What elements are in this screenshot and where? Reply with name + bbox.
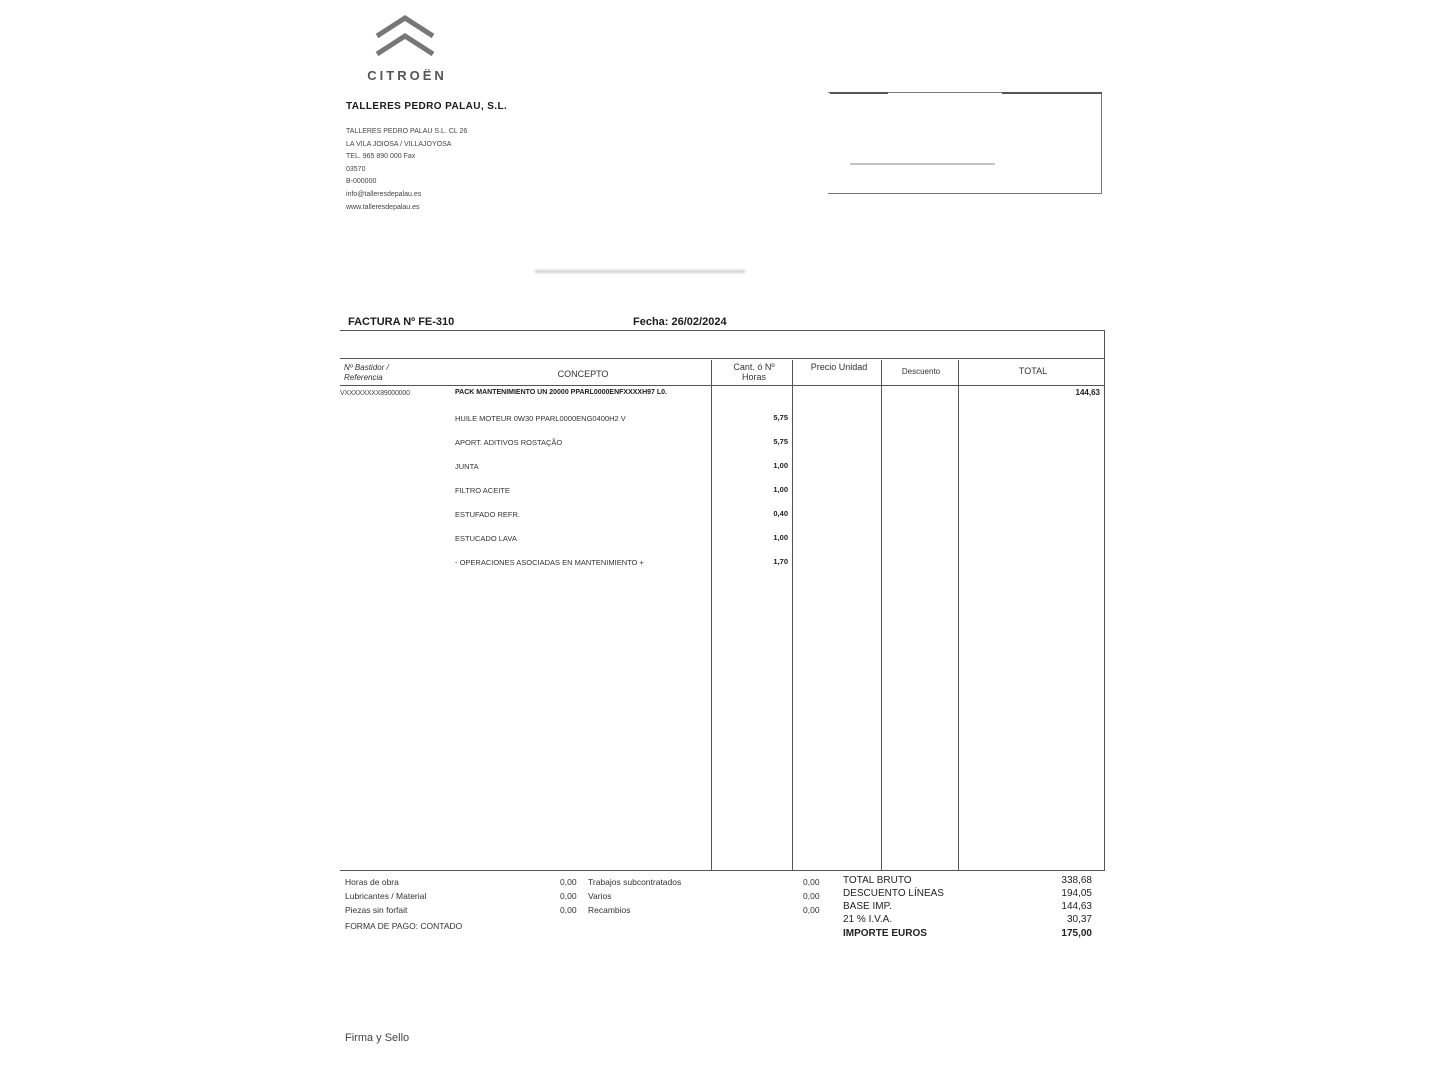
table-border-right [1104,330,1105,871]
descuento-label: DESCUENTO LÍNEAS [843,888,944,899]
client-box [828,92,1102,194]
line-item-qty: 0,40 [773,509,788,518]
address-line: 03570 [346,165,366,173]
descuento-value: 194,05 [1061,888,1092,899]
footer-value: 0,00 [560,891,577,901]
reference-code: VXXXXXXXX89000000 [340,390,410,397]
company-name: TALLERES PEDRO PALAU, S.L. [346,101,508,112]
line-item-qty: 1,00 [773,533,788,542]
double-chevron-icon [374,14,436,66]
line-item-desc: JUNTA [455,462,479,471]
address-line: LA VILA JOIOSA / VILLAJOYOSA [346,140,452,148]
importe-value: 175,00 [1061,928,1092,939]
payment-method: FORMA DE PAGO: CONTADO [345,921,463,931]
line-item-qty: 1,00 [773,485,788,494]
address-line: TALLERES PEDRO PALAU S.L. CL 26 [346,128,468,135]
table-border-bottom [340,870,1105,871]
redacted-line [850,163,995,165]
invoice-number: FACTURA Nº FE-310 [348,316,455,328]
base-imp-value: 144,63 [1061,901,1092,912]
importe-label: IMPORTE EUROS [843,928,927,939]
address-line: B-000000 [346,178,377,186]
table-border-top [340,330,1105,331]
footer-label: Piezas sin forfait [345,905,408,915]
pack-total: 144,63 [1075,388,1100,397]
footer-item: Recambios [588,905,631,915]
iva-label: 21 % I.V.A. [843,914,893,925]
total-bruto-value: 338,68 [1061,875,1092,886]
footer-value: 0,00 [560,905,577,915]
header-ref: Nº Bastidor / Referencia [344,363,389,382]
header-top-line [340,358,1105,359]
column-divider [792,360,793,870]
column-divider [958,360,959,870]
header-discount: Descuento [901,367,941,376]
header-total: TOTAL [1018,366,1048,376]
line-item-desc: - OPERACIONES ASOCIADAS EN MANTENIMIENTO + [455,558,644,567]
brand-logo [352,14,462,86]
redacted-line [535,270,745,273]
invoice-date: Fecha: 26/02/2024 [633,316,727,328]
line-item-desc: ESTUCADO LAVA [455,534,517,543]
company-address [346,126,467,214]
address-line: www.talleresdepalau.es [346,203,420,211]
client-box-edge [830,92,888,94]
footer-label: Lubricantes / Material [345,891,427,901]
line-item-desc: FILTRO ACEITE [455,486,510,495]
line-item-qty: 1,00 [773,461,788,470]
line-item-qty: 1,70 [773,557,788,566]
iva-value: 30,37 [1066,914,1092,925]
line-item-desc: ESTUFADO REFR. [455,510,521,519]
line-item-qty: 5,75 [773,437,788,446]
brand-name: CITROËN [367,68,447,83]
signature-label: Firma y Sello [345,1032,410,1044]
footer-mid-value: 0,00 [803,891,820,901]
column-divider [881,360,882,870]
header-qty: Cant. ó Nº Horas [733,362,775,382]
line-item-desc: HUILE MOTEUR 0W30 PPARL0000ENG0400H2 V [455,414,626,423]
line-item-qty: 5,75 [773,413,788,422]
column-divider [711,360,712,870]
address-line: TEL. 965 890 000 Fax [346,153,416,161]
header-bottom-line [340,385,1105,386]
header-concept: CONCEPTO [557,369,609,379]
header-unit-price: Precio Unidad [810,362,868,372]
footer-label: Horas de obra [345,877,399,887]
footer-item: Varios [588,891,612,901]
footer-mid-value: 0,00 [803,905,820,915]
address-line: info@talleresdepalau.es [346,190,422,198]
line-item-desc: APORT. ADITIVOS ROSTAÇÃO [455,438,563,447]
total-bruto-label: TOTAL BRUTO [843,875,912,886]
footer-value: 0,00 [560,877,577,887]
base-imp-label: BASE IMP. [843,901,892,912]
footer-item: Trabajos subcontratados [588,877,682,887]
footer-mid-value: 0,00 [803,877,820,887]
pack-title: PACK MANTENIMIENTO UN 20000 PPARL0000ENFXXXXH97 L0. [455,389,668,396]
client-box-edge [1002,92,1102,94]
